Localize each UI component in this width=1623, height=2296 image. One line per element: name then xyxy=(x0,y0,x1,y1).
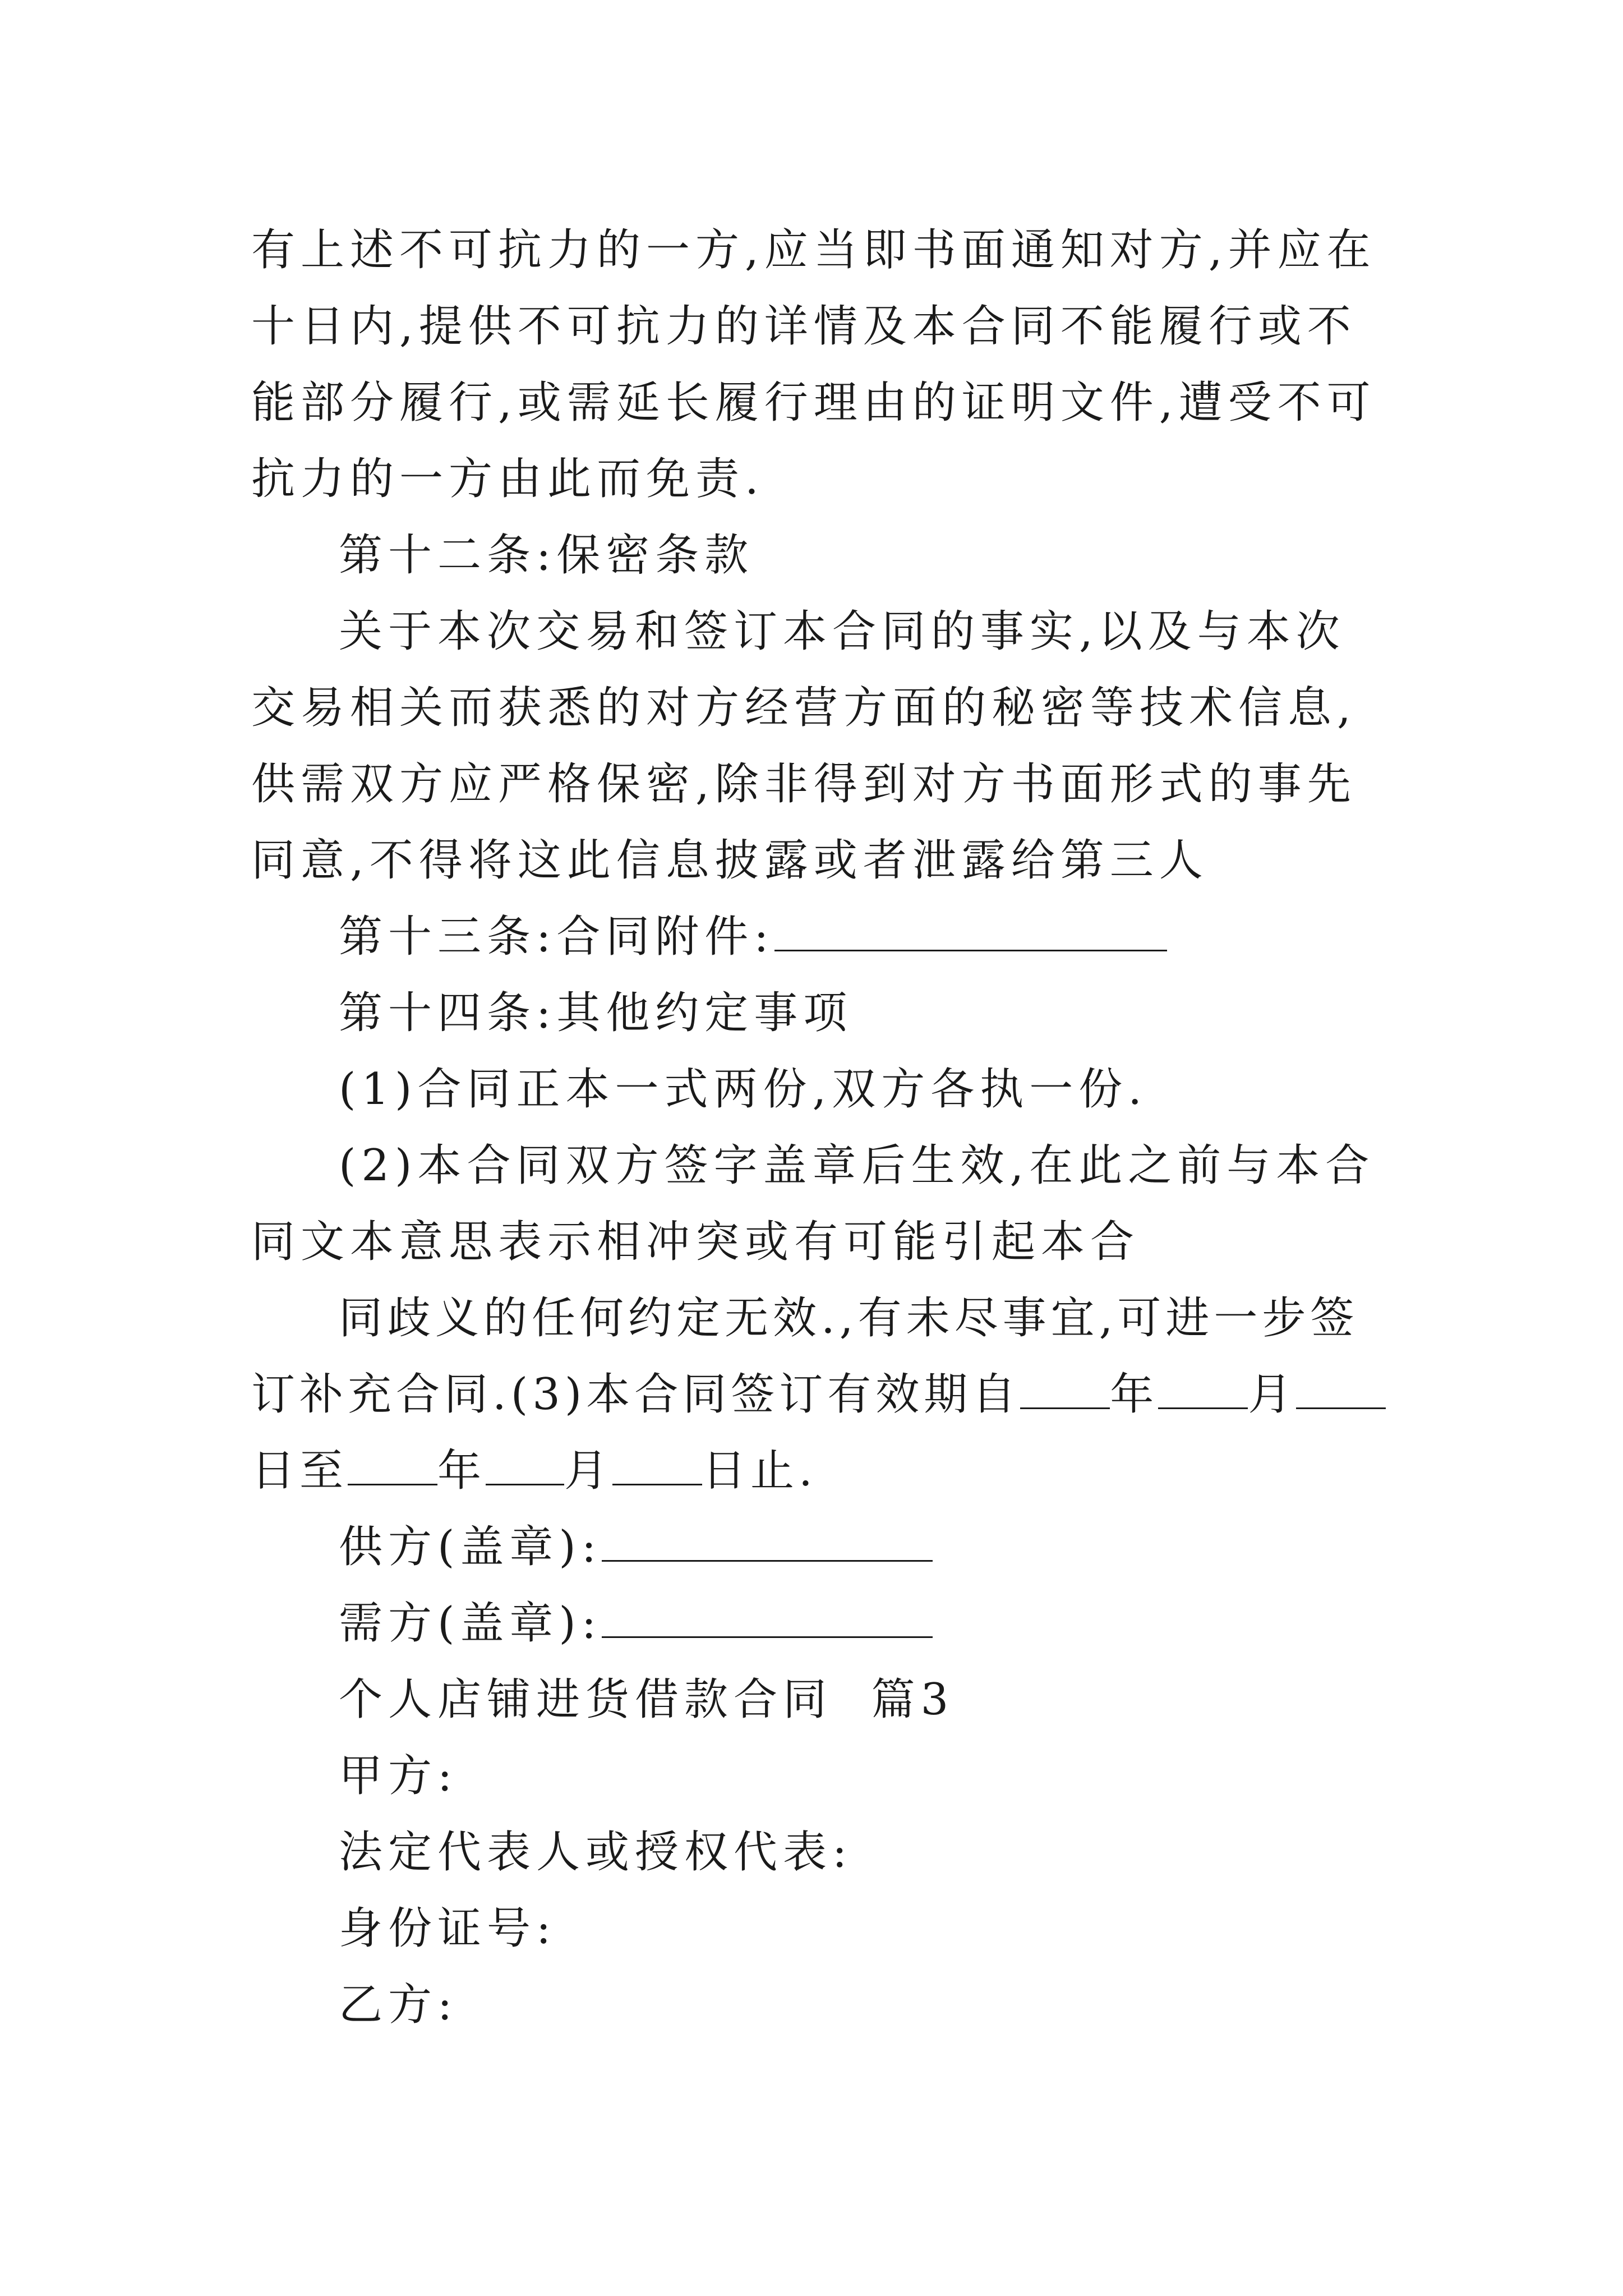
date-day-end-label: 日止. xyxy=(702,1446,817,1496)
date-month-label: 月 xyxy=(1248,1369,1297,1420)
date-blank-line xyxy=(612,1444,702,1485)
date-blank-line xyxy=(1020,1368,1110,1409)
article-12-body: 关于本次交易和签订本合同的事实,以及与本次交易相关而获悉的对方经营方面的秘密等技术信息,供需双方应严格保密,除非得到对方书面形式的事先同意,不得将这此信息披露或者泄露给第三人 xyxy=(251,606,1357,886)
item-1: (1)合同正本一式两份,双方各执一份. xyxy=(339,1064,1148,1115)
buyer-blank-line xyxy=(602,1597,933,1638)
representative-label: 法定代表人或授权代表: xyxy=(339,1827,853,1878)
date-year-label: 年 xyxy=(1110,1369,1159,1420)
date-month-label: 月 xyxy=(564,1446,613,1496)
article-12-title: 第十二条:保密条款 xyxy=(339,530,754,581)
item-2-continued xyxy=(251,1280,1390,1509)
date-blank-line xyxy=(1296,1368,1386,1409)
annex-blank-line xyxy=(774,910,1167,951)
article-13-line xyxy=(251,899,1390,975)
item-2-continued-text: 同歧义的任何约定无效.,有未尽事宜,可进一步签订补充合同.(3)本合同签订有效期自 xyxy=(251,1293,1359,1420)
item-2: (2)本合同双方签字盖章后生效,在此之前与本合同文本意思表示相冲突或有可能引起本合 xyxy=(251,1140,1375,1267)
date-year-label: 年 xyxy=(437,1446,486,1496)
date-blank-line xyxy=(1158,1368,1248,1409)
supplier-seal-label: 供方(盖章): xyxy=(339,1522,602,1572)
document-body xyxy=(251,212,1390,2043)
party-b-label: 乙方: xyxy=(339,1980,458,2030)
article-14-title: 第十四条:其他约定事项 xyxy=(339,988,853,1038)
supplier-blank-line xyxy=(602,1521,933,1562)
section-title: 个人店铺进货借款合同 篇3 xyxy=(339,1674,955,1725)
buyer-seal-label: 需方(盖章): xyxy=(339,1598,602,1649)
date-blank-line xyxy=(348,1444,437,1485)
supplier-seal-line xyxy=(251,1509,1390,1585)
id-number-label: 身份证号: xyxy=(339,1903,557,1954)
date-day-to-label: 日至 xyxy=(251,1446,348,1496)
buyer-seal-line xyxy=(251,1585,1390,1662)
article-13-label: 第十三条:合同附件: xyxy=(339,912,774,962)
date-blank-line xyxy=(486,1444,564,1485)
party-a-label: 甲方: xyxy=(339,1751,458,1801)
force-majeure-paragraph: 有上述不可抗力的一方,应当即书面通知对方,并应在十日内,提供不可抗力的详情及本合同不能履行或不能部分履行,或需延长履行理由的证明文件,遭受不可抗力的一方由此而免责. xyxy=(251,225,1376,504)
